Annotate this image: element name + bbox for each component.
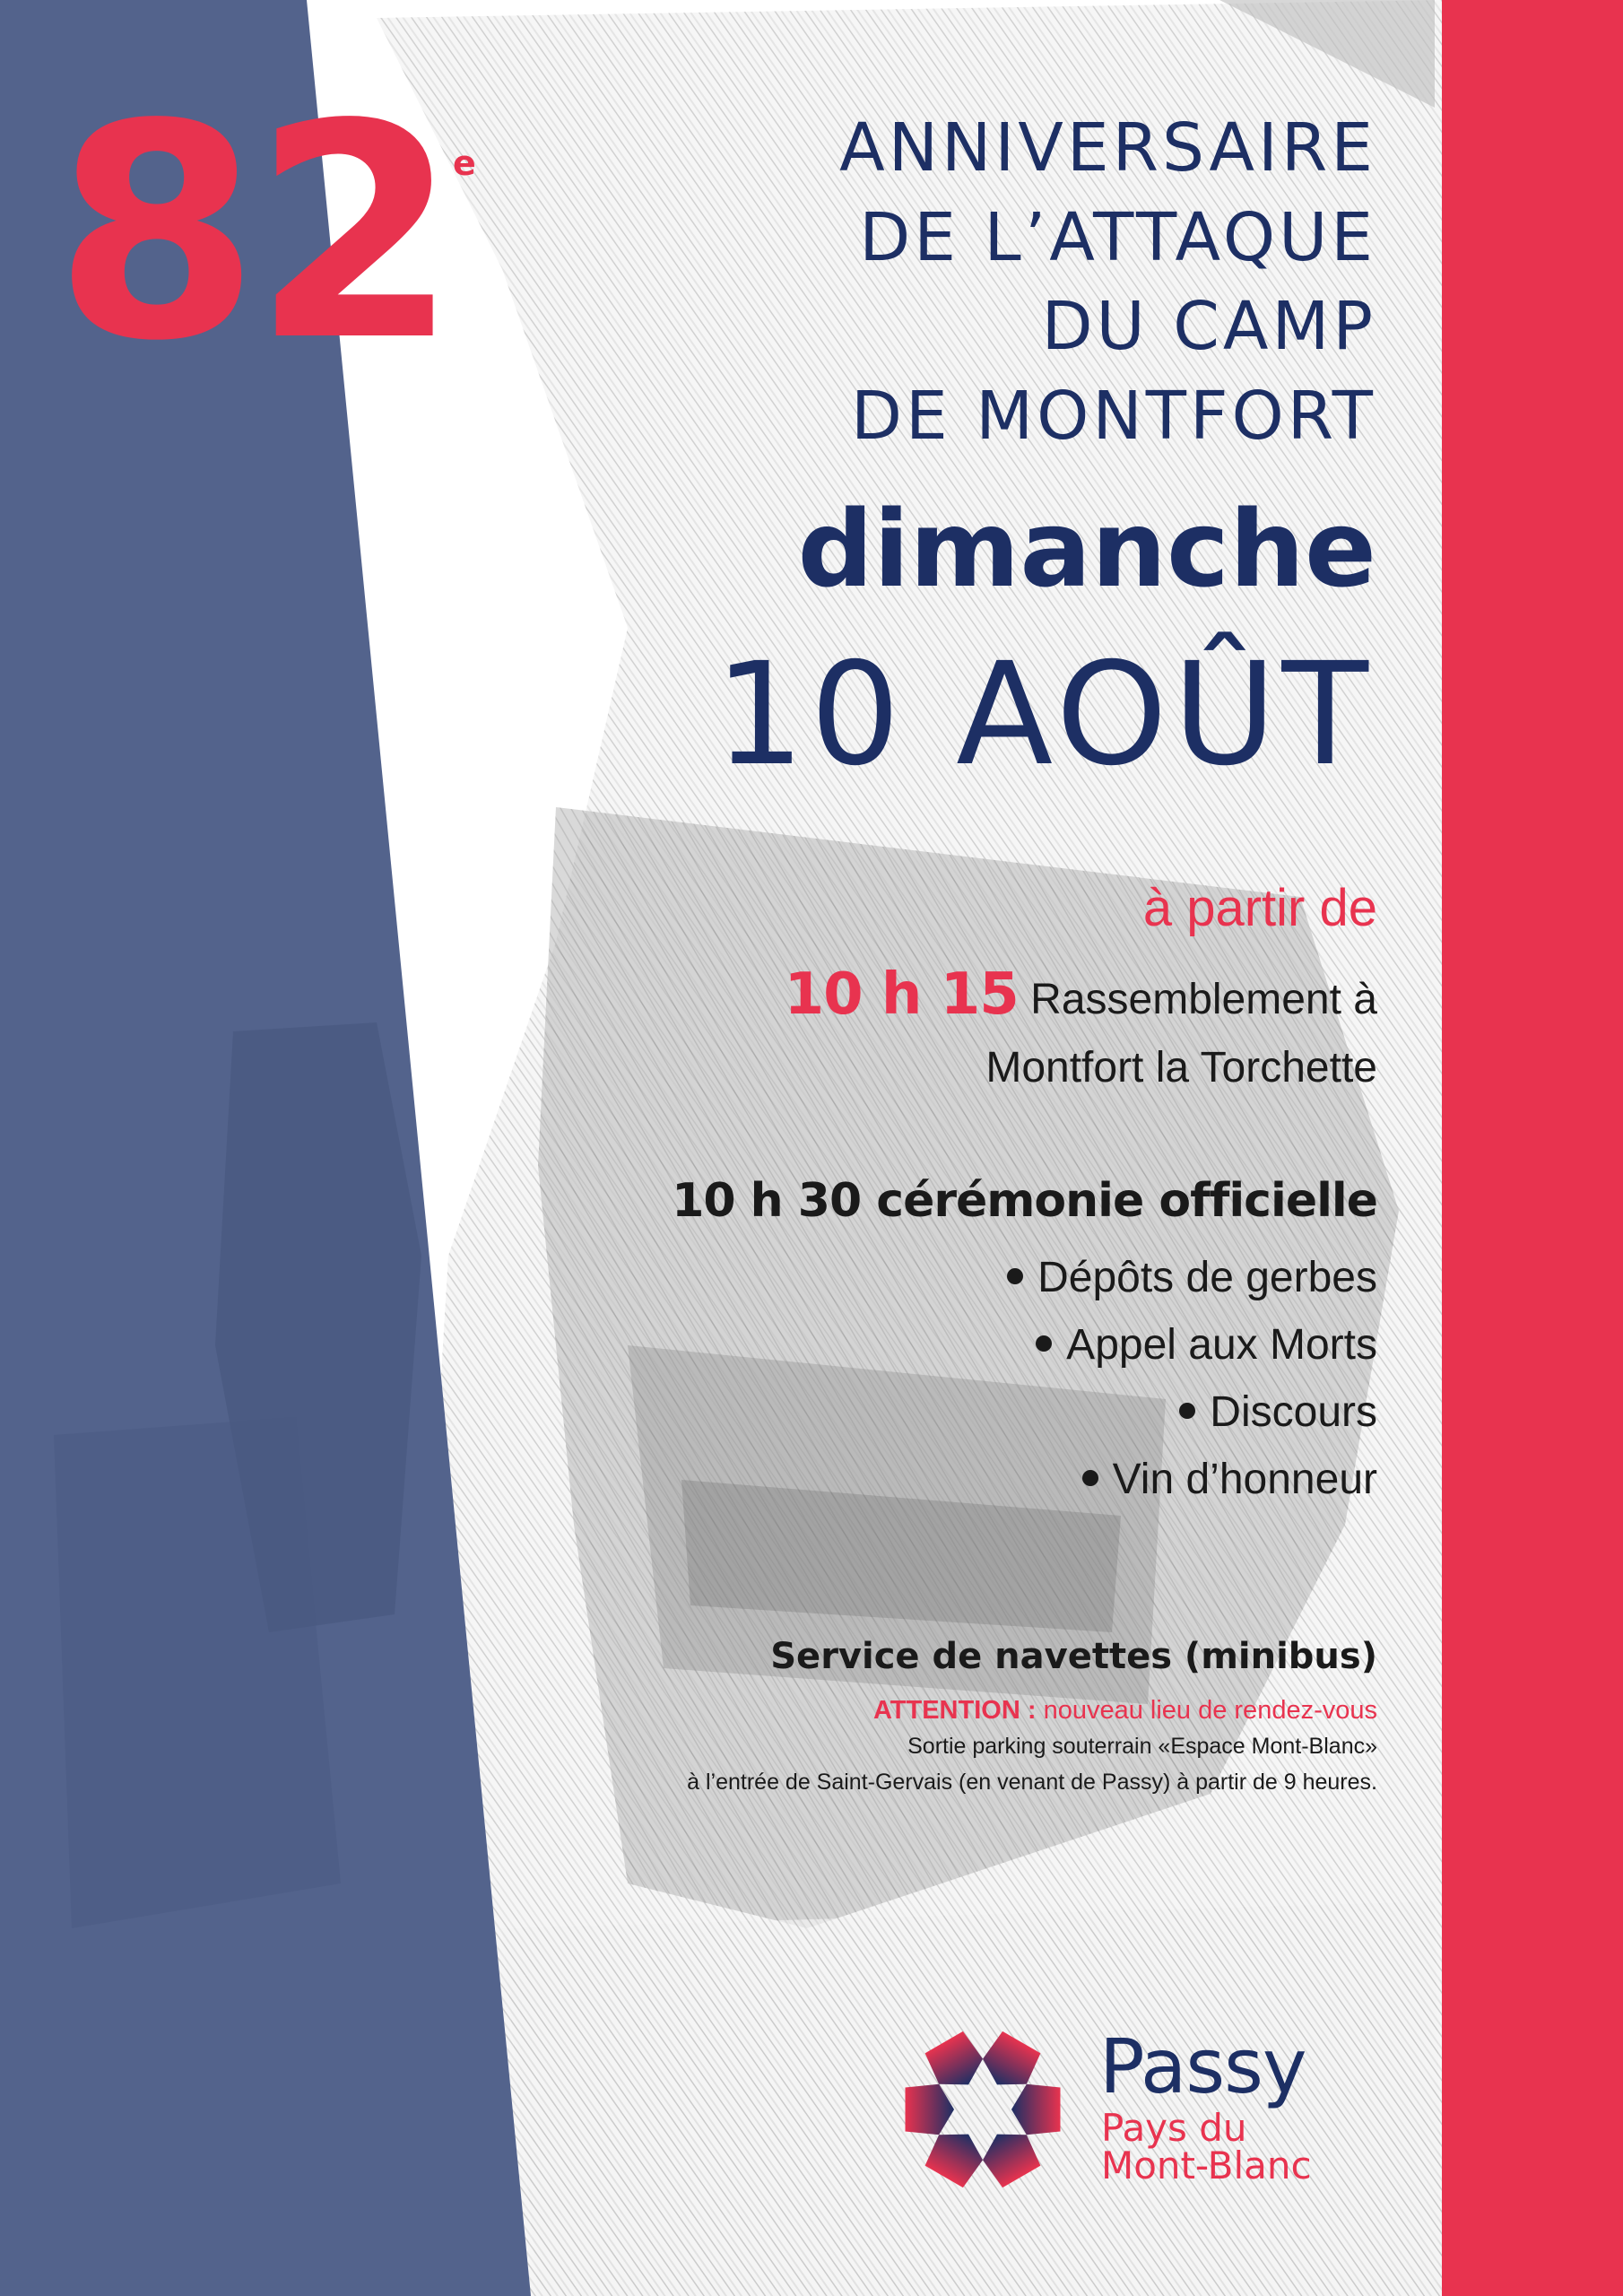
gathering-place: Montfort la Torchette	[985, 1044, 1377, 1091]
bullet-icon	[1082, 1470, 1098, 1486]
attention-line	[873, 1698, 1377, 1724]
title-line: ANNIVERSAIRE	[839, 109, 1376, 187]
bullet-icon	[1179, 1403, 1195, 1419]
title-line: DU CAMP	[1041, 288, 1376, 365]
anniversary-number: 82	[54, 61, 452, 405]
gathering-time: 10 h 15	[784, 961, 1019, 1028]
program-list	[1007, 1244, 1377, 1513]
program-item: Discours	[1007, 1378, 1377, 1446]
logo-petal	[1011, 2084, 1061, 2135]
meeting-point-details: à l’entrée de Saint-Gervais (en venant de Passy) à partir de 9 heures.	[687, 1770, 1377, 1795]
attention-text: nouveau lieu de rendez-vous	[1043, 1696, 1377, 1725]
attention-label: ATTENTION :	[873, 1696, 1037, 1725]
bullet-icon	[1007, 1268, 1023, 1284]
program-item: Appel aux Morts	[1007, 1311, 1377, 1378]
starting-from-label: à partir de	[1142, 879, 1377, 937]
program-item: Dépôts de gerbes	[1007, 1244, 1377, 1311]
meeting-point: Sortie parking souterrain «Espace Mont-Blanc»	[907, 1734, 1377, 1759]
logo-region: Pays du	[1101, 2106, 1247, 2150]
program-item: Vin d’honneur	[1007, 1446, 1377, 1513]
red-band	[1442, 0, 1623, 2296]
logo-petal	[906, 2084, 955, 2135]
logo-region: Mont-Blanc	[1101, 2144, 1312, 2187]
bullet-icon	[1036, 1335, 1052, 1352]
event-day: dimanche	[797, 487, 1376, 611]
anniversary-ordinal-suffix: e	[453, 144, 476, 183]
gathering-line	[784, 961, 1377, 1028]
shuttle-title: Service de navettes (minibus)	[770, 1636, 1377, 1677]
event-date: 10 AOÛT	[714, 632, 1374, 797]
passy-snowflake-icon	[898, 2025, 1067, 2194]
ceremony-title: 10 h 30 cérémonie officielle	[672, 1174, 1377, 1228]
title-line: DE MONTFORT	[851, 378, 1376, 455]
logo-name: Passy	[1099, 2022, 1306, 2110]
title-line: DE L’ATTAQUE	[859, 199, 1376, 276]
gathering-text: Rassemblement à	[1030, 976, 1377, 1023]
